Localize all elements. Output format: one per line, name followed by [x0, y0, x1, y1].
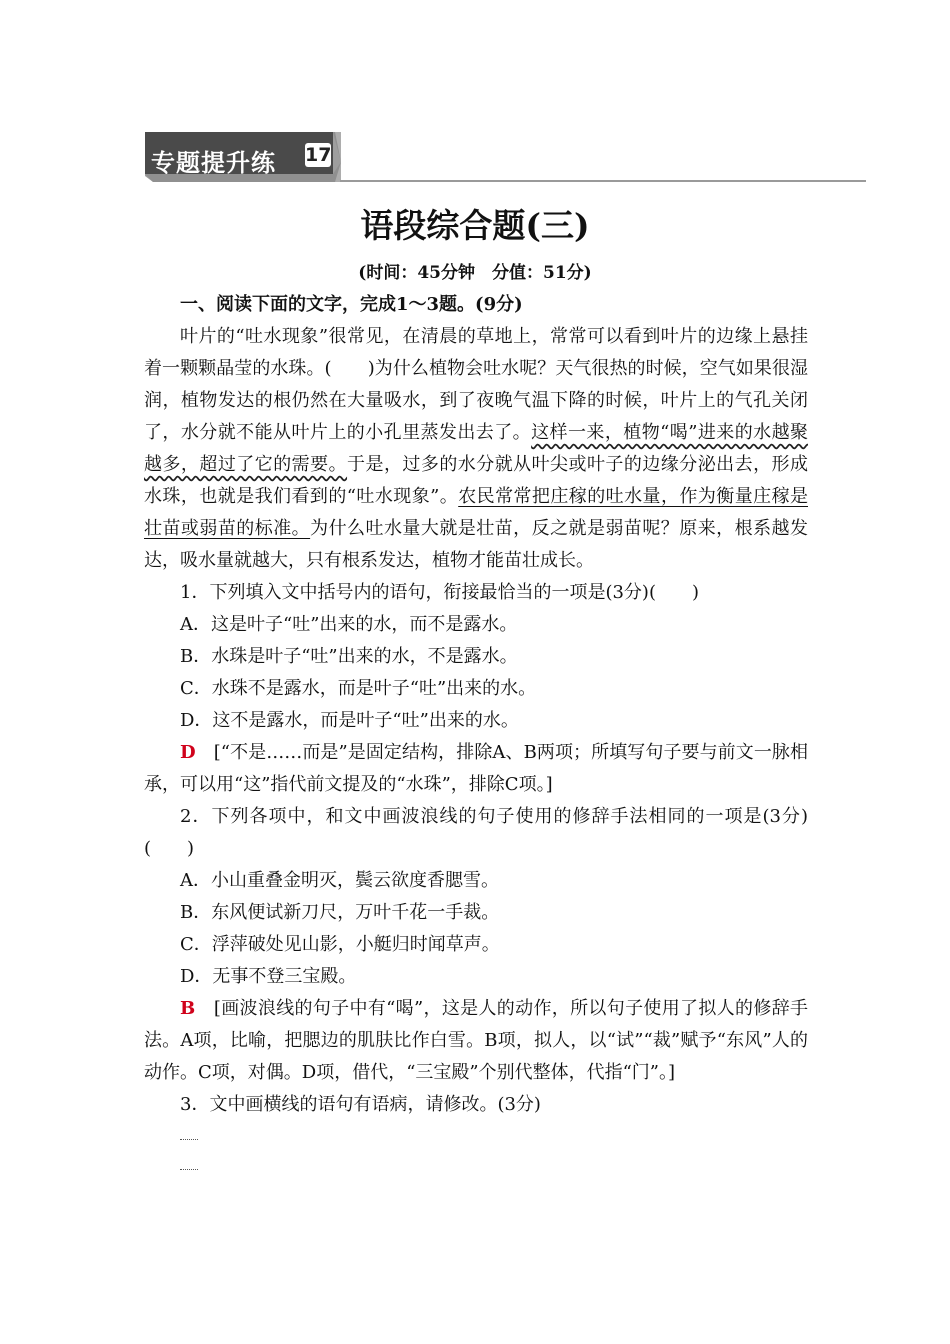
banner-label: 专题提升练 [151, 149, 276, 177]
answer-line-1[interactable] [144, 1121, 808, 1151]
q1-option-a: A．这是叶子“吐”出来的水，而不是露水。 [180, 614, 518, 635]
answer-line-2[interactable] [144, 1151, 808, 1181]
q2-option-b: B．东风便试新刀尺，万叶千花一手裁。 [180, 902, 500, 923]
q1-answer-block [144, 737, 808, 801]
q2-answer: B [180, 998, 196, 1019]
reading-passage [144, 321, 808, 577]
q2-stem: 2．下列各项中，和文中画波浪线的句子使用的修辞手法相同的一项是(3分)( ) [144, 806, 808, 859]
passage-wavy-sentence: 这样一来，植物“喝”进来的水越聚越多，超过了它的需要。 [144, 422, 809, 475]
q2-option-c: C．浮萍破处见山影，小艇归时闻草声。 [180, 934, 500, 955]
passage-part-1: 叶片的“吐水现象”很常见，在清晨的草地上，常常可以看到叶片的边缘上悬挂着一颗颗晶莹的水珠。( )为什么植物会吐水呢？天气很热的时候，空气如果很湿润，植物发达的根仍然在大量吸水，到了夜晚气温下降的时候，叶片上的气孔关闭了，水分就不能从叶片上的小孔里蒸发出去了。 [144, 326, 808, 443]
header-rule [340, 180, 866, 182]
q2-option-a: A．小山重叠金明灭，鬓云欲度香腮雪。 [180, 870, 499, 891]
banner-number: 17 [305, 144, 332, 166]
q2-explanation: [画波浪线的句子中有“喝”，这是人的动作，所以句子使用了拟人的修辞手法。A项，比喻，把腮边的肌肤比作白雪。B项，拟人，以“试”“裁”赋予“东风”人的动作。C项，对偶。D项，借代，“三宝殿”个别代整体，代指“门”。] [144, 998, 808, 1083]
q3-stem: 3．文中画横线的语句有语病，请修改。(3分) [180, 1094, 541, 1115]
q2-option-d: D．无事不登三宝殿。 [180, 966, 357, 987]
q1-stem: 1．下列填入文中括号内的语句，衔接最恰当的一项是(3分)( ) [180, 582, 699, 603]
q2-answer-block [144, 993, 808, 1089]
q1-answer: D [180, 742, 196, 763]
content [144, 289, 808, 1181]
passage-underlined-sentence: 农民常常把庄稼的吐水量，作为衡量庄稼是壮苗或弱苗的标准。 [144, 486, 808, 539]
passage-part-3: 为什么吐水量大就是壮苗，反之就是弱苗呢？原来，根系越发达，吸水量就越大，只有根系发达，植物才能苗壮成长。 [144, 518, 809, 571]
q1-explanation: [“不是……而是”是固定结构，排除A、B两项；所填写句子要与前文一脉相承，可以用“这”指代前文提及的“水珠”，排除C项。] [144, 742, 809, 795]
q1-option-d: D．这不是露水，而是叶子“吐”出来的水。 [180, 710, 519, 731]
page-title: 语段综合题(三) [360, 206, 590, 245]
q1-option-b: B．水珠是叶子“吐”出来的水，不是露水。 [180, 646, 518, 667]
passage-part-2: 于是，过多的水分就从叶尖或叶子的边缘分泌出去，形成水珠，也就是我们看到的“吐水现象”。 [144, 454, 809, 507]
exam-meta: (时间：45分钟 分值：51分) [358, 263, 592, 283]
q1-option-c: C．水珠不是露水，而是叶子“吐”出来的水。 [180, 678, 537, 699]
section-heading: 一、阅读下面的文字，完成1～3题。(9分) [180, 294, 523, 315]
section-banner [145, 132, 341, 182]
